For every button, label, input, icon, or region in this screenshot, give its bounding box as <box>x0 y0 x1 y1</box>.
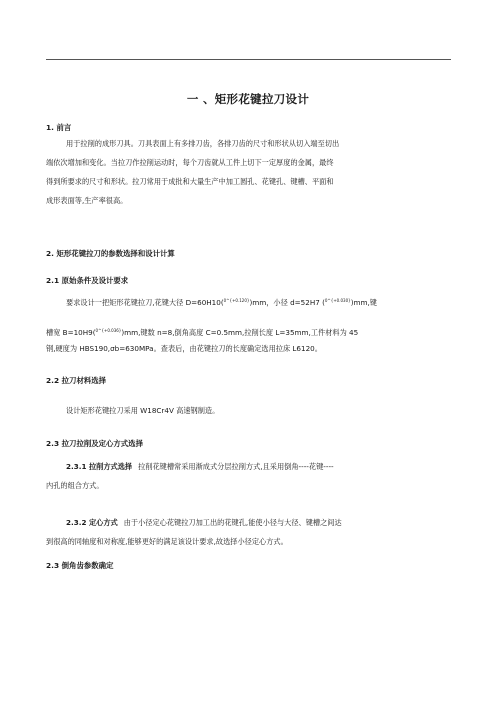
paragraph-line <box>66 292 377 313</box>
subsection-label: 2.3.2 定心方式 <box>66 518 118 527</box>
page-title: 一 、矩形花键拉刀设计 <box>186 92 310 106</box>
paragraph-line: 内孔的组合方式。 <box>46 481 104 490</box>
text-fragment: 拉削花键槽常采用渐成式分层拉削方式,且采用倒角----花键---- <box>138 462 334 471</box>
section-2-heading: 2. 矩形花键拉刀的参数选择和设计计算 <box>46 249 175 258</box>
paragraph-line: 成形表面等,生产率很高。 <box>46 196 128 205</box>
section-1-heading: 1. 前言 <box>46 123 72 132</box>
text-fragment: )mm,键 <box>350 298 377 307</box>
subsection-label: 2.3.1 拉削方式选择 <box>66 462 133 471</box>
paragraph-line: 得到所要求的尺寸和形状。拉刀常用于成批和大量生产中加工圆孔、花键孔、键槽、平面和 <box>46 177 334 186</box>
text-fragment: 要求设计一把矩形花键拉刀,花键大径 D=60H10( <box>66 298 224 307</box>
section-2-1-heading: 2.1 原始条件及设计要求 <box>46 276 129 285</box>
section-2-2-heading: 2.2 拉刀材料选择 <box>46 376 107 385</box>
paragraph-line: 到很高的同轴度和对称度,能够更好的满足该设计要求,故选择小径定心方式。 <box>46 537 288 546</box>
text-fragment: 由于小径定心花键拉刀加工出的花键孔,能使小径与大径、键槽之间达 <box>123 518 342 527</box>
text-fragment: )mm，小径 d=52H7 ( <box>249 298 325 307</box>
text-fragment: 槽宽 B=10H9( <box>46 328 96 337</box>
tolerance-fragment: 0^{+0.036} <box>95 328 122 333</box>
text-fragment: )mm,键数 n=8,倒角高度 C=0.5mm,拉削长度 L=35mm,工件材料为 45 <box>121 328 359 337</box>
paragraph-line: 钢,硬度为 HBS190,σb=630MPa。查表后，由花键拉刀的长度确定选用拉床 L6120。 <box>46 344 322 353</box>
section-2-3-chamfer-heading: 2.3 倒角齿参数确定 <box>46 561 114 570</box>
header-rule <box>46 59 451 60</box>
paragraph-line: 端依次增加和变化。当拉刀作拉削运动时，每个刀齿就从工件上切下一定厚度的金属，最终 <box>46 158 334 167</box>
paragraph-line: 设计矩形花键拉刀采用 W18Cr4V 高速钢制造。 <box>66 406 220 415</box>
paragraph-line <box>66 514 342 533</box>
section-2-3-heading: 2.3 拉刀拉削及定心方式选择 <box>46 439 143 448</box>
tolerance-fragment: 0^{+0.120} <box>223 298 250 303</box>
paragraph-line <box>66 458 334 477</box>
paragraph-line: 用于拉削的成形刀具。刀具表面上有多排刀齿，各排刀齿的尺寸和形状从切入端至切出 <box>66 139 340 148</box>
tolerance-fragment: 0^{+0.030} <box>324 298 351 303</box>
